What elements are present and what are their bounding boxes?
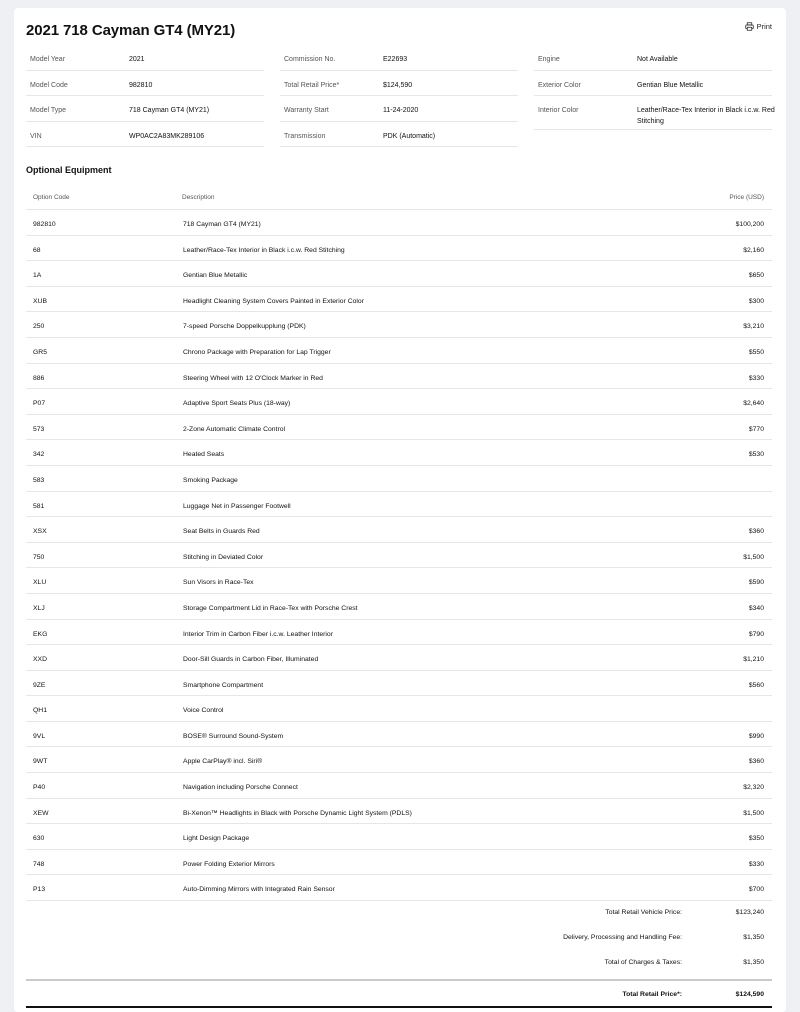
printer-icon	[745, 22, 754, 31]
cell-option-code: 748	[33, 860, 45, 868]
specs-column-2	[280, 45, 518, 147]
specs-column-3	[534, 45, 775, 130]
cell-option-code: 750	[33, 553, 45, 561]
print-button[interactable]	[745, 22, 772, 31]
table-row	[26, 620, 772, 646]
cell-price: $560	[748, 681, 764, 689]
total-value: $123,240	[735, 909, 764, 916]
cell-description: Headlight Cleaning System Covers Painted in Exterior Color	[183, 297, 364, 305]
column-header-price: Price (USD)	[729, 194, 764, 201]
cell-price: $2,160	[743, 246, 764, 254]
spec-total-retail-price	[280, 71, 518, 97]
cell-price: $350	[748, 835, 764, 843]
cell-price: $1,500	[743, 553, 764, 561]
spec-label: Total Retail Price*	[284, 81, 340, 89]
optional-equipment-table	[26, 185, 772, 901]
spec-value: PDK (Automatic)	[383, 132, 436, 140]
cell-price: $770	[748, 425, 764, 433]
spec-value: Gentian Blue Metallic	[637, 81, 704, 89]
cell-description: Apple CarPlay® incl. Siri®	[183, 758, 263, 766]
spec-model-code	[26, 71, 264, 97]
cell-description: Steering Wheel with 12 O'Clock Marker in Red	[183, 374, 323, 382]
table-row	[26, 773, 772, 799]
table-row	[26, 312, 772, 338]
total-value: $1,350	[743, 934, 764, 941]
cell-option-code: 630	[33, 835, 45, 843]
cell-description: Door-Sill Guards in Carbon Fiber, Illuminated	[183, 656, 319, 664]
cell-price: $2,640	[743, 400, 764, 408]
cell-price: $590	[748, 579, 764, 587]
cell-description: Voice Control	[183, 707, 224, 715]
column-header-description: Description	[182, 194, 215, 201]
table-row	[26, 492, 772, 518]
spec-label: Model Type	[30, 107, 67, 114]
specs-column-1	[26, 45, 264, 147]
total-row	[26, 905, 772, 930]
table-row	[26, 824, 772, 850]
spec-interior-color	[534, 96, 775, 130]
table-row	[26, 747, 772, 773]
grand-total-label: Total Retail Price*:	[622, 991, 682, 998]
table-row	[26, 287, 772, 313]
cell-option-code: XEW	[33, 809, 49, 817]
cell-price: $990	[748, 732, 764, 740]
cell-description: Auto-Dimming Mirrors with Integrated Rain Sensor	[183, 886, 335, 894]
cell-option-code: 342	[33, 451, 45, 459]
cell-description: Chrono Package with Preparation for Lap Trigger	[183, 348, 331, 356]
spec-value: 2021	[129, 56, 145, 63]
spec-exterior-color	[534, 71, 772, 97]
table-row	[26, 799, 772, 825]
table-row	[26, 568, 772, 594]
table-row	[26, 466, 772, 492]
cell-description: Luggage Net in Passenger Footwell	[183, 502, 291, 510]
cell-description: Interior Trim in Carbon Fiber i.c.w. Leather Interior	[183, 630, 333, 638]
cell-option-code: EKG	[33, 630, 48, 638]
table-row	[26, 415, 772, 441]
cell-price: $360	[748, 758, 764, 766]
spec-commission-no	[280, 45, 518, 71]
spec-engine	[534, 45, 772, 71]
cell-price: $3,210	[743, 323, 764, 331]
cell-option-code: 9VL	[33, 732, 46, 740]
cell-description: Light Design Package	[183, 835, 250, 843]
table-row	[26, 543, 772, 569]
cell-price: $360	[748, 528, 764, 536]
cell-description: Storage Compartment Lid in Race-Tex with Porsche Crest	[183, 604, 358, 612]
cell-price: $100,200	[735, 221, 764, 228]
table-row	[26, 850, 772, 876]
cell-description: 7-speed Porsche Doppelkupplung (PDK)	[183, 323, 306, 331]
cell-option-code: QH1	[33, 707, 47, 715]
table-row	[26, 236, 772, 262]
cell-price: $790	[748, 630, 764, 638]
grand-total-row	[26, 979, 772, 1008]
spec-value: 718 Cayman GT4 (MY21)	[129, 107, 210, 114]
spec-label: Exterior Color	[538, 81, 581, 89]
cell-option-code: XUB	[33, 297, 47, 305]
table-row	[26, 671, 772, 697]
table-row	[26, 261, 772, 287]
cell-option-code: XXD	[33, 656, 47, 664]
table-row	[26, 440, 772, 466]
cell-description: 718 Cayman GT4 (MY21)	[183, 221, 261, 228]
spec-value: Not Available	[637, 56, 678, 63]
cell-description: Smartphone Compartment	[183, 681, 264, 689]
total-row	[26, 930, 772, 955]
spec-value: Leather/Race-Tex Interior in Black i.c.w. Red Stitching	[637, 107, 775, 125]
window-sticker-card	[14, 8, 786, 1012]
cell-price: $550	[748, 348, 764, 356]
cell-option-code: P07	[33, 400, 46, 408]
spec-label: Model Code	[30, 81, 68, 89]
table-row	[26, 696, 772, 722]
cell-price: $700	[748, 886, 764, 894]
cell-option-code: XLJ	[33, 604, 45, 612]
table-row	[26, 722, 772, 748]
cell-price: $330	[748, 860, 764, 868]
spec-warranty-start	[280, 96, 518, 122]
spec-model-year	[26, 45, 264, 71]
total-label: Delivery, Processing and Handling Fee:	[563, 934, 682, 941]
total-value: $1,350	[743, 959, 764, 966]
cell-price: $2,320	[743, 784, 764, 792]
table-row	[26, 389, 772, 415]
cell-price: $300	[748, 297, 764, 305]
cell-option-code: 9ZE	[33, 681, 46, 689]
spec-label: Commission No.	[284, 56, 336, 63]
cell-price: $340	[748, 604, 764, 612]
total-row	[26, 955, 772, 980]
cell-option-code: 9WT	[33, 758, 48, 766]
spec-label: Engine	[538, 56, 560, 63]
table-row	[26, 338, 772, 364]
table-header	[26, 185, 772, 210]
spec-value: E22693	[383, 56, 408, 63]
cell-option-code: P13	[33, 886, 46, 894]
cell-description: Heated Seats	[183, 451, 225, 459]
cell-description: Navigation including Porsche Connect	[183, 784, 298, 792]
table-row	[26, 364, 772, 390]
cell-description: Gentian Blue Metallic	[183, 272, 248, 280]
cell-description: Stitching in Deviated Color	[183, 553, 264, 561]
total-label: Total Retail Vehicle Price:	[605, 909, 682, 916]
cell-price: $1,500	[743, 809, 764, 817]
spec-model-type	[26, 96, 264, 122]
grand-total-value: $124,590	[735, 991, 764, 998]
table-body	[26, 210, 772, 901]
spec-transmission	[280, 122, 518, 148]
cell-description: Seat Belts in Guards Red	[183, 528, 260, 536]
cell-option-code: 581	[33, 502, 45, 510]
cell-description: Bi-Xenon™ Headlights in Black with Porsche Dynamic Light System (PDLS)	[183, 809, 412, 817]
cell-option-code: P40	[33, 784, 46, 792]
cell-option-code: XLU	[33, 579, 47, 587]
cell-option-code: 886	[33, 374, 45, 382]
cell-description: Adaptive Sport Seats Plus (18-way)	[183, 400, 291, 408]
price-totals	[26, 905, 772, 980]
page-title: 2021 718 Cayman GT4 (MY21)	[26, 22, 236, 39]
cell-description: Power Folding Exterior Mirrors	[183, 860, 275, 868]
table-row	[26, 210, 772, 236]
spec-label: Warranty Start	[284, 107, 329, 114]
spec-value: 11-24-2020	[383, 107, 419, 114]
table-row	[26, 594, 772, 620]
cell-option-code: 583	[33, 476, 45, 484]
cell-option-code: 68	[33, 246, 41, 254]
cell-description: 2-Zone Automatic Climate Control	[183, 425, 285, 433]
print-label: Print	[756, 22, 772, 31]
cell-option-code: 982810	[33, 221, 56, 228]
table-row	[26, 875, 772, 901]
table-row	[26, 517, 772, 543]
spec-value: WP0AC2A83MK289106	[129, 132, 205, 140]
cell-option-code: XSX	[33, 528, 47, 536]
cell-description: BOSE® Surround Sound-System	[183, 732, 284, 740]
spec-value: $124,590	[383, 81, 413, 89]
cell-price: $330	[748, 374, 764, 382]
cell-price: $1,210	[743, 656, 764, 664]
spec-value: 982810	[129, 81, 153, 89]
cell-description: Leather/Race-Tex Interior in Black i.c.w. Red Stitching	[183, 246, 345, 254]
spec-label: Interior Color	[538, 107, 579, 114]
column-header-option-code: Option Code	[33, 194, 70, 201]
cell-price: $530	[748, 451, 764, 459]
total-label: Total of Charges & Taxes:	[604, 959, 682, 966]
cell-option-code: 573	[33, 425, 45, 433]
spec-label: Transmission	[284, 132, 326, 140]
cell-description: Sun Visors in Race-Tex	[183, 579, 254, 587]
spec-label: VIN	[30, 132, 42, 140]
cell-description: Smoking Package	[183, 476, 238, 484]
table-row	[26, 645, 772, 671]
cell-option-code: 1A	[33, 272, 42, 280]
cell-price: $650	[748, 272, 764, 280]
cell-option-code: 250	[33, 323, 45, 331]
optional-equipment-heading: Optional Equipment	[26, 165, 112, 175]
cell-option-code: GR5	[33, 348, 47, 356]
spec-label: Model Year	[30, 56, 66, 63]
spec-vin	[26, 122, 264, 148]
